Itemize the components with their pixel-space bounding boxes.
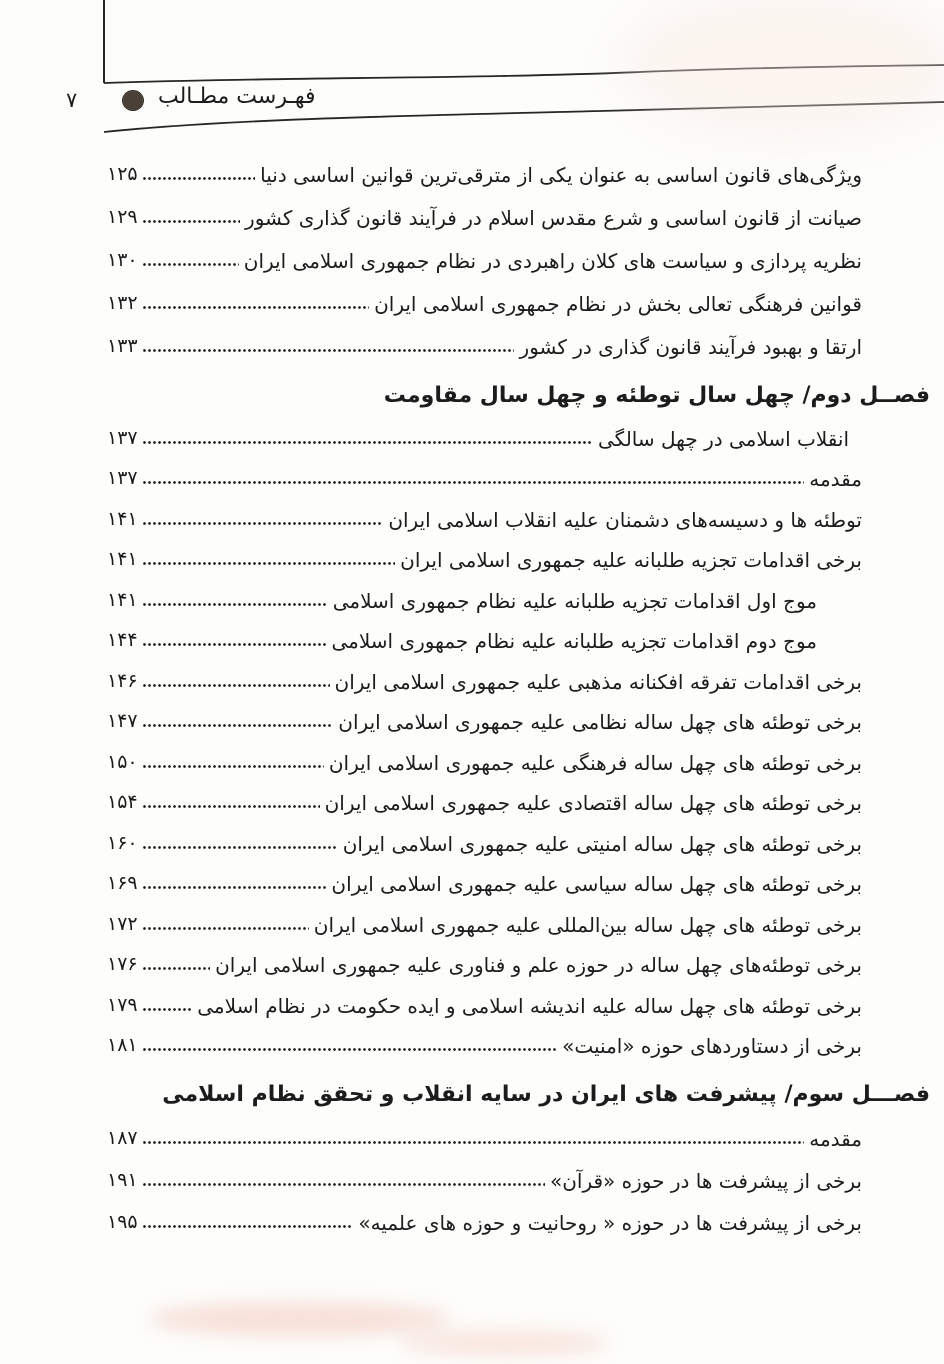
toc-entry-page: ۱۶۰ [107, 831, 138, 854]
toc-entry-page: ۱۳۷ [107, 426, 138, 449]
dot-leader [142, 721, 334, 730]
toc-entry [107, 938, 862, 979]
toc-entry [107, 614, 862, 655]
toc-entry-page: ۱۳۷ [107, 467, 138, 490]
toc-entry [107, 1152, 862, 1194]
toc-entry-page: ۱۸۱ [107, 1034, 138, 1057]
toc-entry-title: مقدمه [809, 467, 862, 491]
dot-leader [142, 260, 239, 269]
toc-entry [107, 1194, 862, 1236]
dot-leader [142, 1180, 545, 1189]
dot-leader [142, 964, 210, 973]
toc-entry-title: ارتقا و بهبود فرآیند قانون گذاری در کشور [519, 335, 862, 359]
toc-section-1 [107, 145, 930, 411]
dot-leader [142, 883, 327, 892]
toc-entry [107, 978, 862, 1019]
toc-entry-page: ۱۸۷ [107, 1127, 138, 1150]
toc-entry-title: برخی توطئه های چهل ساله امنیتی علیه جمهوری اسلامی ایران [342, 831, 862, 856]
toc-entry-title: برخی توطئه های چهل ساله نظامی علیه جمهوری اسلامی ایران [338, 710, 862, 734]
dot-leader [142, 924, 309, 933]
dot-leader [142, 217, 240, 226]
toc-chapter-heading [107, 1062, 930, 1110]
dot-leader [142, 478, 805, 487]
scan-smudge [400, 1330, 610, 1356]
toc-entry [107, 1019, 862, 1060]
toc-entry-title: برخی توطئه های چهل ساله بین‌المللی علیه جمهوری اسلامی ایران [313, 912, 862, 937]
toc-entry-page: ۱۵۰ [107, 750, 138, 773]
toc-entry-page: ۱۴۱ [107, 548, 138, 571]
toc-entry [107, 695, 862, 736]
toc-entry-title: برخی از دستاوردهای حوزه «امنیت» [562, 1034, 862, 1058]
toc-entry-title: موج اول اقدامات تجزیه طلبانه علیه نظام جمهوری اسلامی [332, 588, 817, 613]
toc-entry-title: برخی توطئه های چهل ساله علیه اندیشه اسلامی و ایده حکومت در نظام اسلامی [197, 993, 862, 1018]
toc-entry-title: برخی اقدامات تفرقه افکنانه مذهبی علیه جمهوری اسلامی ایران [334, 669, 862, 694]
toc-entry-title: قوانین فرهنگی تعالی بخش در نظام جمهوری اسلامی ایران [374, 292, 862, 316]
toc-entry-page: ۱۲۹ [107, 206, 138, 229]
dot-leader [142, 1005, 193, 1014]
dot-leader [142, 843, 338, 852]
toc-entry-page: ۱۷۲ [107, 912, 138, 935]
toc-entry-title: برخی از پیشرفت ها در حوزه « روحانیت و حوزه های علمیه» [358, 1211, 862, 1235]
toc-entry [107, 533, 862, 574]
toc-entry-page: ۱۷۶ [107, 953, 138, 976]
dot-leader [142, 802, 320, 811]
toc-entry-page: ۱۹۵ [107, 1211, 138, 1234]
toc-chapter-title: فصـــل سوم/ پیشرفت های ایران در سایه انقلاب و تحقق نظام اسلامی [162, 1082, 930, 1108]
toc-entry-page: ۱۴۱ [107, 588, 138, 611]
toc-entry-page: ۱۴۷ [107, 710, 138, 733]
table-of-contents [107, 145, 930, 1236]
toc-chapter-heading [107, 363, 930, 411]
toc-entry-page: ۱۳۰ [107, 249, 138, 272]
toc-entry [107, 145, 862, 188]
toc-entry [107, 274, 862, 317]
toc-entry-page: ۱۴۱ [107, 507, 138, 530]
toc-entry [107, 317, 862, 360]
dot-leader [142, 1138, 805, 1147]
toc-entry-page: ۱۲۵ [107, 163, 138, 186]
toc-entry-title: برخی توطئه های چهل ساله اقتصادی علیه جمهوری اسلامی ایران [324, 791, 862, 815]
toc-entry [107, 776, 862, 817]
dot-leader [142, 600, 328, 609]
dot-leader [142, 1222, 354, 1231]
dot-leader [142, 559, 396, 568]
toc-entry [107, 857, 862, 898]
toc-entry-page: ۱۳۲ [107, 292, 138, 315]
toc-entry-page: ۱۹۱ [107, 1169, 138, 1192]
toc-entry-title: نظریه پردازی و سیاست های کلان راهبردی در نظام جمهوری اسلامی ایران [243, 249, 862, 273]
toc-chapter-title: فصــل دوم/ چهل سال توطئه و چهل سال مقاومت [383, 383, 930, 409]
dot-leader [142, 303, 369, 312]
toc-entry [107, 654, 862, 695]
dot-leader [142, 1045, 558, 1054]
toc-entry-title: برخی اقدامات تجزیه طلبانه علیه جمهوری اسلامی ایران [400, 548, 862, 572]
toc-entry [107, 735, 862, 776]
toc-entry-title: برخی توطئه‌های چهل ساله در حوزه علم و فناوری علیه جمهوری اسلامی ایران [215, 953, 862, 977]
toc-entry [107, 1110, 862, 1152]
dot-leader [142, 519, 384, 528]
toc-entry-title: برخی از پیشرفت ها در حوزه «قرآن» [549, 1169, 862, 1193]
toc-entry-title: موج دوم اقدامات تجزیه طلبانه علیه نظام جمهوری اسلامی [331, 629, 817, 653]
toc-entry-page: ۱۷۹ [107, 993, 138, 1016]
dot-leader [142, 762, 324, 771]
toc-entry [107, 492, 862, 533]
dot-leader [142, 640, 327, 649]
toc-section-3 [107, 1110, 862, 1236]
toc-entry-title: توطئه ها و دسیسه‌های دشمنان علیه انقلاب اسلامی ایران [388, 507, 862, 532]
toc-entry [107, 231, 862, 274]
dot-leader [142, 346, 515, 355]
folio-page-number: ۷ [66, 88, 78, 112]
toc-entry [107, 188, 862, 231]
toc-entry [107, 573, 862, 614]
toc-entry-title: برخی توطئه های چهل ساله فرهنگی علیه جمهوری اسلامی ایران [328, 750, 862, 775]
bullet-circle-icon [123, 91, 143, 110]
toc-entry-page: ۱۶۹ [107, 872, 138, 895]
toc-entry [107, 411, 862, 452]
toc-entry [107, 816, 862, 857]
toc-entry-page: ۱۳۳ [107, 335, 138, 358]
toc-entry-page: ۱۵۴ [107, 791, 138, 814]
toc-entry-page: ۱۴۶ [107, 669, 138, 692]
toc-entry-title: انقلاب اسلامی در چهل سالگی [597, 426, 849, 451]
toc-entry-title: برخی توطئه های چهل ساله سیاسی علیه جمهوری اسلامی ایران [331, 872, 862, 896]
dot-leader [142, 438, 593, 447]
toc-entry-title: صیانت از قانون اساسی و شرع مقدس اسلام در فرآیند قانون گذاری کشور [245, 206, 862, 230]
toc-section-2 [107, 411, 930, 1110]
toc-entry-title: مقدمه [809, 1127, 862, 1151]
dot-leader [142, 681, 330, 690]
page-title: فهـرست مطـالب [158, 84, 316, 109]
page-header [0, 84, 944, 124]
toc-entry [107, 897, 862, 938]
toc-entry [107, 452, 862, 493]
scan-smudge [150, 1302, 450, 1336]
toc-entry-title: ویژگی‌های قانون اساسی به عنوان یکی از مترقی‌ترین قوانین اساسی دنیا [260, 163, 862, 187]
dot-leader [142, 174, 256, 183]
toc-entry-page: ۱۴۴ [107, 629, 138, 652]
